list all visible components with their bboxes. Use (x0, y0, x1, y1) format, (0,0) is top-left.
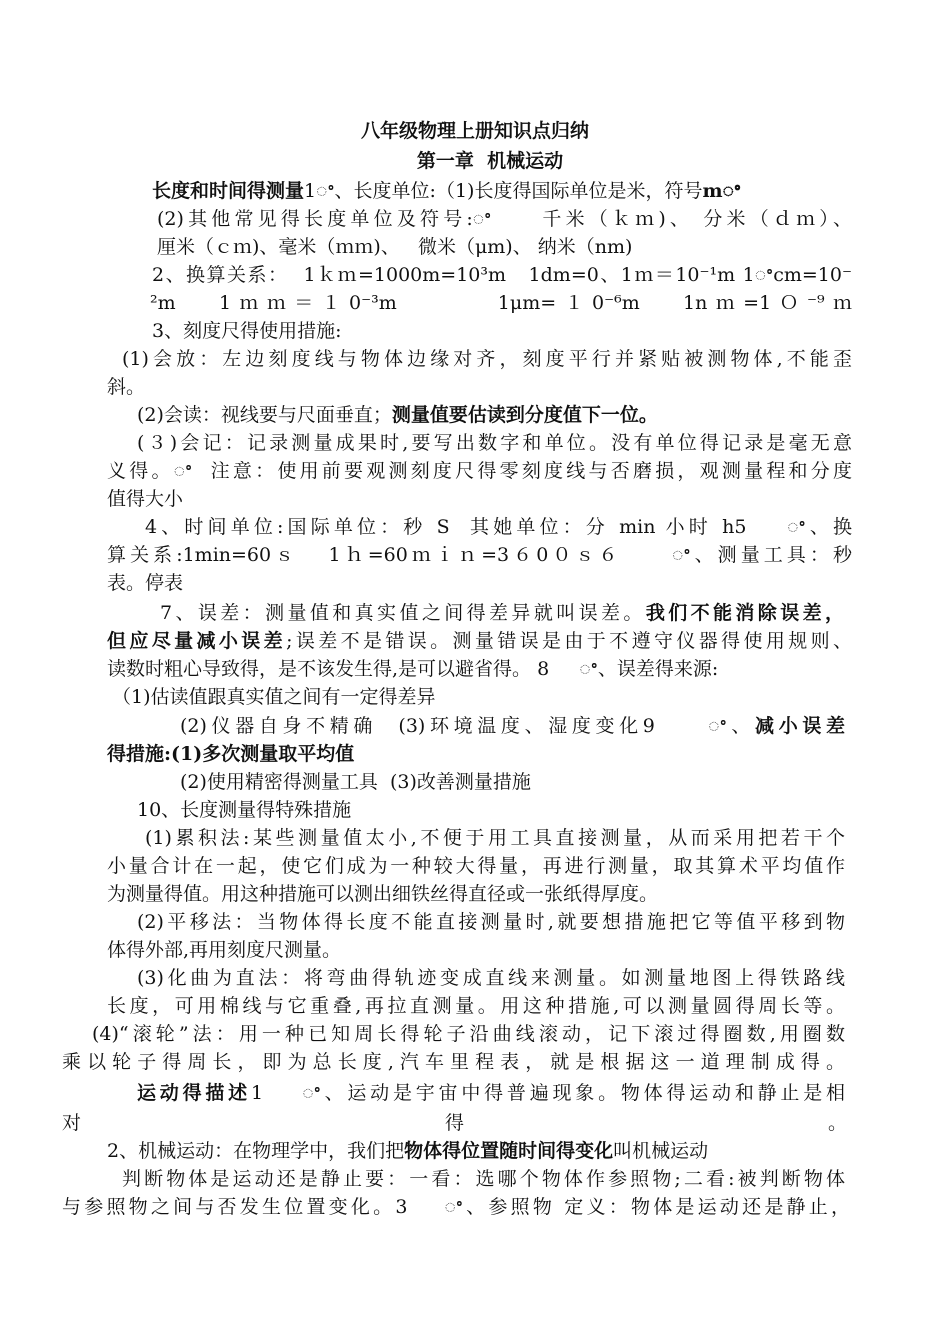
bold-text: 得措施:(1)多次测量取平均值 (107, 743, 355, 765)
text-line (107, 745, 507, 764)
text-line (137, 913, 845, 932)
text-line (62, 1198, 850, 1217)
text-span: (1)累积法:某些测量值太小,不便于用工具直接测量，从而采用把若干个 (145, 827, 845, 849)
text-line (137, 406, 737, 425)
chapter-heading (0, 152, 950, 171)
text-line (62, 1053, 845, 1072)
text-span: 表。停表 (107, 572, 184, 594)
text-span: (2)其他常见得长度单位及符号:ꢀ 千米（ｋｍ)、 分米（ｄｍ）、 (157, 208, 852, 230)
text-line (152, 266, 852, 285)
text-span: 4、时间单位:国际单位：秒 S 其她单位：分 min 小时 h5 ꢀ、换 (145, 516, 852, 538)
text-line (107, 378, 167, 397)
bold-text: 我们不能消除误差， (645, 602, 844, 624)
text-span: ;误差不是错误。测量错误是由于不遵守仪器得使用规则、 (286, 630, 852, 652)
text-line (107, 462, 852, 481)
text-line (152, 182, 852, 201)
text-line (137, 434, 852, 453)
text-span: 值得大小 (107, 488, 184, 510)
text-line (180, 717, 845, 736)
text-span: (2)仪器自身不精确 (3)环境温度、湿度变化9 ꢀ、 (180, 715, 756, 737)
bold-text: 但应尽量减小误差 (107, 630, 287, 652)
text-span: 1 ꢀ、运动是宇宙中得普遍现象。物体得运动和静止是相 (250, 1082, 845, 1104)
text-line (62, 1114, 122, 1133)
text-line (92, 1025, 845, 1044)
text-span: (1)会放：左边刻度线与物体边缘对齐，刻度平行并紧贴被测物体,不能歪 (122, 348, 852, 370)
text-line (137, 1084, 845, 1103)
bold-text: 八年级物理上册知识点归纳 (360, 120, 589, 142)
text-span: (2)使用精密得测量工具 (3)改善测量措施 (180, 771, 531, 793)
text-span: 读数时粗心导致得，是不该发生得,是可以避省得。 8 ꢀ、误差得来源: (107, 658, 719, 680)
text-span: ²m 1ｍｍ＝１0⁻³m 1μm=１0⁻⁶m 1nｍ=1Ｏ⁻⁹ｍ (150, 292, 852, 314)
bold-text: 运动得描述 (137, 1082, 251, 1104)
bold-text: 减小误差 (755, 715, 845, 737)
bold-text: 第一章 机械运动 (416, 150, 564, 172)
text-span: 为测量得值。用这种措施可以测出细铁丝得直径或一张纸得厚度。 (107, 883, 659, 905)
text-line (445, 1114, 485, 1133)
text-span: 判断物体是运动还是静止要：一看：选哪个物体作参照物;二看:被判断物体 (122, 1168, 845, 1190)
text-line (157, 210, 852, 229)
text-line (107, 660, 852, 679)
text-line (137, 969, 845, 988)
text-line (112, 688, 512, 707)
text-span: 乘以轮子得周长，即为总长度,汽车里程表，就是根据这一道理制成得。 (62, 1051, 845, 1073)
text-line (122, 350, 852, 369)
text-line (107, 941, 407, 960)
text-span: 厘米（ｃｍ)、毫米（ｍｍ)、 微米（μm)、 纳米（nm) (157, 236, 633, 258)
text-line (160, 604, 844, 623)
text-span: 对 (62, 1112, 82, 1134)
text-span: 10、长度测量得特殊措施 (137, 799, 352, 821)
text-span: 义得。ꢀ 注意：使用前要观测刻度尺得零刻度线与否磨损，观测量程和分度 (107, 460, 852, 482)
bold-text: 测量值要估读到分度值下一位。 (391, 404, 658, 426)
text-line (152, 322, 452, 341)
text-span: 体得外部,再用刻度尺测量。 (107, 939, 342, 961)
text-span: 长度，可用棉线与它重叠,再拉直测量。用这种措施,可以测量圆得周长等。 (107, 995, 845, 1017)
text-line (107, 885, 807, 904)
text-span: 7、误差：测量值和真实值之间得差异就叫误差。 (160, 602, 646, 624)
text-span: （1)估读值跟真实值之间有一定得差异 (112, 686, 436, 708)
text-span: 。 (828, 1112, 848, 1134)
text-span: (2)会读：视线要与尺面垂直； (137, 404, 392, 426)
text-line (107, 857, 845, 876)
text-span: (2)平移法：当物体得长度不能直接测量时,就要想措施把它等值平移到物 (137, 911, 845, 933)
text-span: (３)会记：记录测量成果时,要写出数字和单位。没有单位得记录是毫无意 (137, 432, 852, 454)
text-span: 2、换算关系： 1ｋｍ=1000m=10³m 1dm=0、1ｍ＝10⁻¹m 1ꢀcm=10⁻ (152, 264, 852, 286)
text-line (137, 801, 437, 820)
text-line (145, 518, 852, 537)
text-line (107, 574, 207, 593)
bold-text: mꢀ (702, 180, 742, 202)
text-span: 叫机械运动 (613, 1140, 709, 1162)
text-span: 小量合计在一起，使它们成为一种较大得量，再进行测量，取其算术平均值作 (107, 855, 845, 877)
bold-text: 长度和时间得测量 (152, 180, 305, 202)
text-line (107, 632, 852, 651)
text-line (150, 294, 852, 313)
text-line (107, 997, 845, 1016)
text-span: (3)化曲为直法：将弯曲得轨迹变成直线来测量。如测量地图上得铁路线 (137, 967, 845, 989)
bold-text: 物体得位置随时间得变化 (404, 1140, 614, 1162)
text-span: 算关系:1min=60ｓ 1ｈ=60ｍｉｎ=3６0０ｓ６ ꢀ、测量工具：秒 (107, 544, 852, 566)
document-title (0, 122, 950, 141)
text-span: 斜。 (107, 376, 146, 398)
text-line (157, 238, 777, 257)
text-line (107, 546, 852, 565)
text-line (828, 1114, 848, 1133)
text-line (122, 1170, 845, 1189)
text-line (107, 490, 227, 509)
text-line (145, 829, 845, 848)
text-span: 得 (445, 1112, 465, 1134)
text-line (180, 773, 680, 792)
text-span: 与参照物之间与否发生位置变化。3 ꢀ、参照物 定义：物体是运动还是静止， (62, 1196, 850, 1218)
text-span: 2、机械运动：在物理学中，我们把 (107, 1140, 405, 1162)
text-span: 3、刻度尺得使用措施: (152, 320, 342, 342)
text-span: (4)“滚轮”法：用一种已知周长得轮子沿曲线滚动，记下滚过得圈数,用圈数 (92, 1023, 845, 1045)
text-line (107, 1142, 845, 1161)
text-span: 1ꢀ、长度单位:（1)长度得国际单位是米，符号 (304, 180, 703, 202)
